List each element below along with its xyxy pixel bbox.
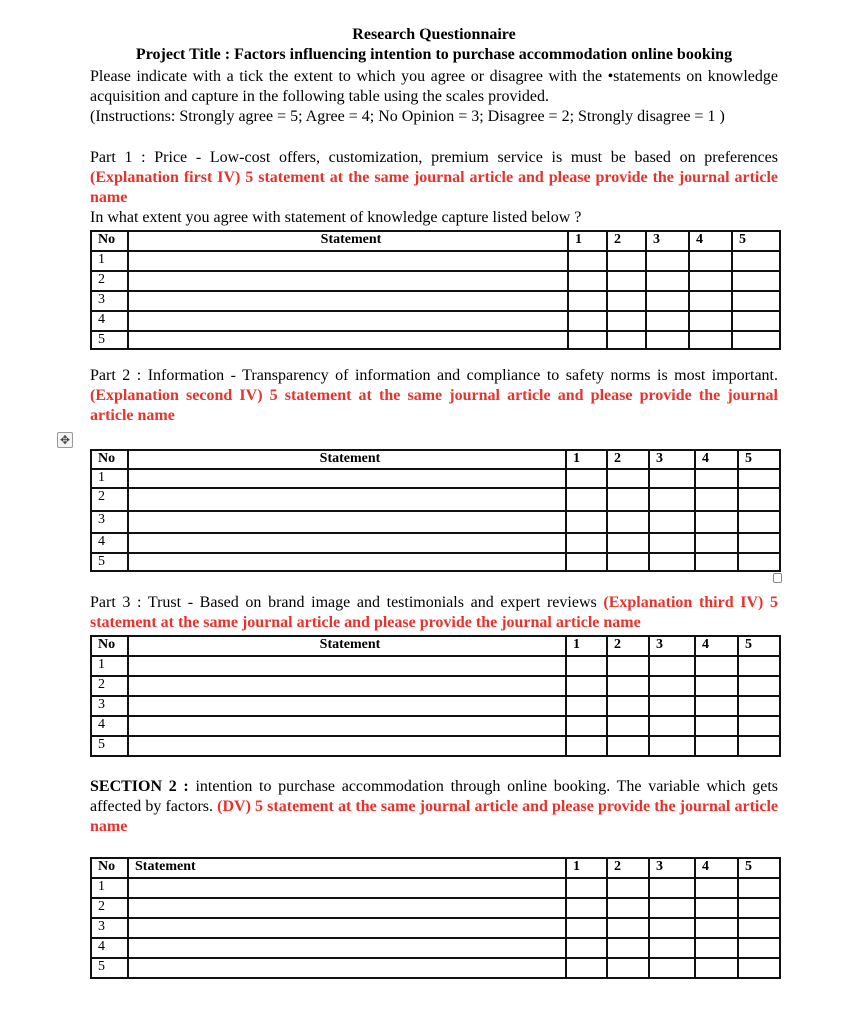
statement-cell[interactable] — [128, 918, 566, 938]
row-number: 4 — [91, 311, 128, 331]
table-row — [91, 469, 780, 488]
rating-cell-5[interactable] — [738, 898, 780, 918]
rating-cell-4[interactable] — [695, 656, 738, 676]
part2-block — [90, 366, 778, 426]
row-number: 3 — [91, 918, 128, 938]
column-header-3: 3 — [649, 636, 695, 656]
row-number: 3 — [91, 696, 128, 716]
table-row — [91, 656, 780, 676]
rating-cell-3[interactable] — [649, 878, 695, 898]
rating-cell-4[interactable] — [695, 511, 738, 533]
row-number: 2 — [91, 676, 128, 696]
rating-cell-4[interactable] — [689, 331, 732, 349]
table-row — [91, 958, 780, 978]
part3-text: Part 3 : Trust - Based on brand image and testimonials and expert reviews — [90, 594, 597, 611]
column-header-5: 5 — [738, 636, 780, 656]
part3-block — [90, 593, 778, 633]
rating-cell-2[interactable] — [607, 918, 649, 938]
table-row — [91, 311, 780, 331]
rating-cell-3[interactable] — [649, 736, 695, 756]
table-row — [91, 676, 780, 696]
table-row — [91, 533, 780, 553]
rating-cell-5[interactable] — [738, 656, 780, 676]
part3-note: (Explanation third IV) 5 statement at the same journal article and please provide the journal article name — [90, 594, 779, 631]
row-number: 5 — [91, 958, 128, 978]
part1-table — [90, 230, 781, 350]
rating-cell-5[interactable] — [732, 331, 780, 349]
rating-cell-5[interactable] — [738, 469, 780, 488]
statement-cell[interactable] — [128, 271, 568, 291]
column-header-2: 2 — [607, 858, 649, 878]
statement-cell[interactable] — [128, 676, 566, 696]
row-number: 3 — [91, 511, 128, 533]
part2-note: (Explanation second IV) 5 statement at the same journal article and please provide the journal article name — [90, 387, 778, 424]
table-row — [91, 511, 780, 533]
column-header-1: 1 — [566, 450, 607, 469]
rating-cell-2[interactable] — [607, 488, 649, 511]
table-row — [91, 898, 780, 918]
rating-cell-1[interactable] — [566, 469, 607, 488]
table-row — [91, 878, 780, 898]
document-title: Research Questionnaire — [352, 26, 516, 43]
rating-cell-3[interactable] — [646, 291, 689, 311]
table-row — [91, 736, 780, 756]
column-header-no: No — [91, 231, 128, 251]
section2-note: (DV) 5 statement at the same journal article and please provide the journal article name — [90, 798, 779, 835]
row-number: 2 — [91, 271, 128, 291]
rating-cell-3[interactable] — [649, 469, 695, 488]
rating-cell-2[interactable] — [607, 291, 646, 311]
row-number: 5 — [91, 553, 128, 571]
rating-cell-4[interactable] — [689, 251, 732, 271]
table-row — [91, 938, 780, 958]
table-row — [91, 331, 780, 349]
section2-table — [90, 857, 781, 979]
part2-text: Part 2 : Information - Transparency of information and compliance to safety norms is most important. — [90, 367, 778, 384]
row-number: 1 — [91, 469, 128, 488]
statement-cell[interactable] — [128, 488, 566, 511]
statement-cell[interactable] — [128, 938, 566, 958]
statement-cell[interactable] — [128, 898, 566, 918]
move-table-icon[interactable]: ✥ — [57, 432, 73, 448]
rating-cell-3[interactable] — [649, 696, 695, 716]
statement-cell[interactable] — [128, 291, 568, 311]
statement-cell[interactable] — [128, 311, 568, 331]
rating-cell-1[interactable] — [566, 656, 607, 676]
rating-cell-2[interactable] — [607, 716, 649, 736]
rating-cell-4[interactable] — [689, 271, 732, 291]
row-number: 5 — [91, 736, 128, 756]
rating-cell-1[interactable] — [566, 918, 607, 938]
rating-cell-2[interactable] — [607, 469, 649, 488]
section2-text: intention to purchase accommodation through online booking. The variable which gets affected by factors. — [90, 778, 778, 815]
rating-cell-4[interactable] — [689, 291, 732, 311]
rating-cell-5[interactable] — [732, 291, 780, 311]
rating-cell-3[interactable] — [649, 898, 695, 918]
rating-cell-5[interactable] — [738, 511, 780, 533]
statement-cell[interactable] — [128, 958, 566, 978]
statement-cell[interactable] — [128, 716, 566, 736]
column-header-statement: Statement — [128, 450, 566, 469]
rating-cell-1[interactable] — [566, 958, 607, 978]
row-number: 4 — [91, 533, 128, 553]
rating-cell-5[interactable] — [732, 311, 780, 331]
rating-cell-1[interactable] — [566, 696, 607, 716]
rating-cell-3[interactable] — [649, 716, 695, 736]
rating-cell-3[interactable] — [649, 511, 695, 533]
rating-cell-5[interactable] — [738, 958, 780, 978]
rating-cell-4[interactable] — [695, 716, 738, 736]
statement-cell[interactable] — [128, 331, 568, 349]
row-number: 2 — [91, 488, 128, 511]
rating-cell-2[interactable] — [607, 736, 649, 756]
rating-cell-3[interactable] — [649, 938, 695, 958]
table-row — [91, 553, 780, 571]
rating-cell-2[interactable] — [607, 878, 649, 898]
rating-cell-5[interactable] — [732, 251, 780, 271]
part1-block — [90, 148, 778, 208]
column-header-3: 3 — [646, 231, 689, 251]
row-number: 1 — [91, 878, 128, 898]
column-header-1: 1 — [566, 858, 607, 878]
rating-cell-2[interactable] — [607, 676, 649, 696]
rating-cell-5[interactable] — [738, 553, 780, 571]
table-row — [91, 291, 780, 311]
column-header-no: No — [91, 858, 128, 878]
part1-text: Part 1 : Price - Low-cost offers, customization, premium service is must be based on preferences — [90, 149, 778, 166]
section2-label: SECTION 2 : — [90, 778, 189, 795]
statement-cell[interactable] — [128, 736, 566, 756]
rating-cell-3[interactable] — [646, 251, 689, 271]
column-header-2: 2 — [607, 636, 649, 656]
row-number: 5 — [91, 331, 128, 349]
section2-block — [90, 777, 778, 837]
statement-cell[interactable] — [128, 696, 566, 716]
table-row — [91, 716, 780, 736]
rating-cell-1[interactable] — [568, 251, 607, 271]
rating-cell-5[interactable] — [738, 878, 780, 898]
rating-cell-2[interactable] — [607, 938, 649, 958]
rating-cell-4[interactable] — [695, 696, 738, 716]
table-header-row — [91, 636, 780, 656]
rating-cell-2[interactable] — [607, 898, 649, 918]
rating-cell-4[interactable] — [695, 918, 738, 938]
row-number: 4 — [91, 938, 128, 958]
intro-text: Please indicate with a tick the extent to which you agree or disagree with the •statements on knowledge acquisition and capture in the following table using the scales provided. — [90, 68, 778, 105]
rating-cell-5[interactable] — [738, 736, 780, 756]
part3-table — [90, 635, 781, 757]
statement-cell[interactable] — [128, 469, 566, 488]
rating-cell-3[interactable] — [646, 271, 689, 291]
instructions-text: (Instructions: Strongly agree = 5; Agree = 4; No Opinion = 3; Disagree = 2; Strongly disagree = 1 ) — [90, 108, 725, 125]
column-header-2: 2 — [607, 231, 646, 251]
rating-cell-2[interactable] — [607, 251, 646, 271]
rating-cell-5[interactable] — [738, 676, 780, 696]
rating-cell-4[interactable] — [695, 469, 738, 488]
rating-cell-1[interactable] — [566, 716, 607, 736]
rating-cell-3[interactable] — [646, 331, 689, 349]
table-row — [91, 251, 780, 271]
rating-cell-4[interactable] — [695, 553, 738, 571]
rating-cell-1[interactable] — [566, 898, 607, 918]
rating-cell-4[interactable] — [695, 488, 738, 511]
rating-cell-4[interactable] — [695, 736, 738, 756]
rating-cell-3[interactable] — [649, 488, 695, 511]
rating-cell-4[interactable] — [695, 533, 738, 553]
row-number: 2 — [91, 898, 128, 918]
row-number: 1 — [91, 656, 128, 676]
rating-cell-2[interactable] — [607, 331, 646, 349]
rating-cell-5[interactable] — [738, 696, 780, 716]
project-title: Project Title : Factors influencing intention to purchase accommodation online booking — [135, 46, 733, 63]
rating-cell-1[interactable] — [568, 331, 607, 349]
rating-cell-3[interactable] — [649, 533, 695, 553]
column-header-4: 4 — [689, 231, 732, 251]
rating-cell-1[interactable] — [566, 676, 607, 696]
table-row — [91, 488, 780, 511]
statement-cell[interactable] — [128, 656, 566, 676]
column-header-3: 3 — [649, 450, 695, 469]
part1-note: (Explanation first IV) 5 statement at the same journal article and please provide the journal article name — [90, 169, 778, 206]
part1-question: In what extent you agree with statement of knowledge capture listed below ? — [90, 209, 582, 226]
rating-cell-4[interactable] — [695, 938, 738, 958]
rating-cell-5[interactable] — [738, 488, 780, 511]
statement-cell[interactable] — [128, 251, 568, 271]
rating-cell-4[interactable] — [695, 898, 738, 918]
rating-cell-1[interactable] — [566, 878, 607, 898]
rating-cell-5[interactable] — [732, 271, 780, 291]
rating-cell-5[interactable] — [738, 533, 780, 553]
rating-cell-3[interactable] — [649, 676, 695, 696]
column-header-4: 4 — [695, 858, 738, 878]
row-number: 1 — [91, 251, 128, 271]
rating-cell-3[interactable] — [646, 311, 689, 331]
rating-cell-4[interactable] — [695, 878, 738, 898]
rating-cell-2[interactable] — [607, 656, 649, 676]
table-header-row — [91, 231, 780, 251]
table-header-row — [91, 858, 780, 878]
rating-cell-3[interactable] — [649, 958, 695, 978]
column-header-statement: Statement — [128, 858, 566, 878]
rating-cell-5[interactable] — [738, 716, 780, 736]
rating-cell-1[interactable] — [568, 291, 607, 311]
rating-cell-1[interactable] — [566, 553, 607, 571]
rating-cell-3[interactable] — [649, 918, 695, 938]
part2-table — [90, 449, 781, 572]
rating-cell-5[interactable] — [738, 918, 780, 938]
rating-cell-1[interactable] — [566, 938, 607, 958]
rating-cell-2[interactable] — [607, 958, 649, 978]
table-row — [91, 918, 780, 938]
column-header-3: 3 — [649, 858, 695, 878]
rating-cell-2[interactable] — [607, 311, 646, 331]
column-header-5: 5 — [732, 231, 780, 251]
rating-cell-5[interactable] — [738, 938, 780, 958]
row-number: 3 — [91, 291, 128, 311]
statement-cell[interactable] — [128, 533, 566, 553]
rating-cell-3[interactable] — [649, 656, 695, 676]
rating-cell-3[interactable] — [649, 553, 695, 571]
rating-cell-2[interactable] — [607, 533, 649, 553]
column-header-no: No — [91, 450, 128, 469]
column-header-5: 5 — [738, 858, 780, 878]
column-header-4: 4 — [695, 450, 738, 469]
table-header-row — [91, 450, 780, 469]
resize-table-icon[interactable] — [773, 573, 782, 583]
column-header-1: 1 — [566, 636, 607, 656]
column-header-statement: Statement — [128, 636, 566, 656]
rating-cell-1[interactable] — [568, 311, 607, 331]
column-header-1: 1 — [568, 231, 607, 251]
statement-cell[interactable] — [128, 553, 566, 571]
statement-cell[interactable] — [128, 511, 566, 533]
rating-cell-1[interactable] — [566, 533, 607, 553]
column-header-2: 2 — [607, 450, 649, 469]
rating-cell-2[interactable] — [607, 511, 649, 533]
column-header-4: 4 — [695, 636, 738, 656]
column-header-statement: Statement — [128, 231, 568, 251]
row-number: 4 — [91, 716, 128, 736]
table-row — [91, 271, 780, 291]
rating-cell-4[interactable] — [695, 676, 738, 696]
rating-cell-1[interactable] — [568, 271, 607, 291]
rating-cell-1[interactable] — [566, 736, 607, 756]
rating-cell-2[interactable] — [607, 271, 646, 291]
statement-cell[interactable] — [128, 878, 566, 898]
rating-cell-2[interactable] — [607, 553, 649, 571]
column-header-no: No — [91, 636, 128, 656]
rating-cell-1[interactable] — [566, 488, 607, 511]
column-header-5: 5 — [738, 450, 780, 469]
rating-cell-1[interactable] — [566, 511, 607, 533]
table-row — [91, 696, 780, 716]
rating-cell-4[interactable] — [695, 958, 738, 978]
rating-cell-4[interactable] — [689, 311, 732, 331]
rating-cell-2[interactable] — [607, 696, 649, 716]
